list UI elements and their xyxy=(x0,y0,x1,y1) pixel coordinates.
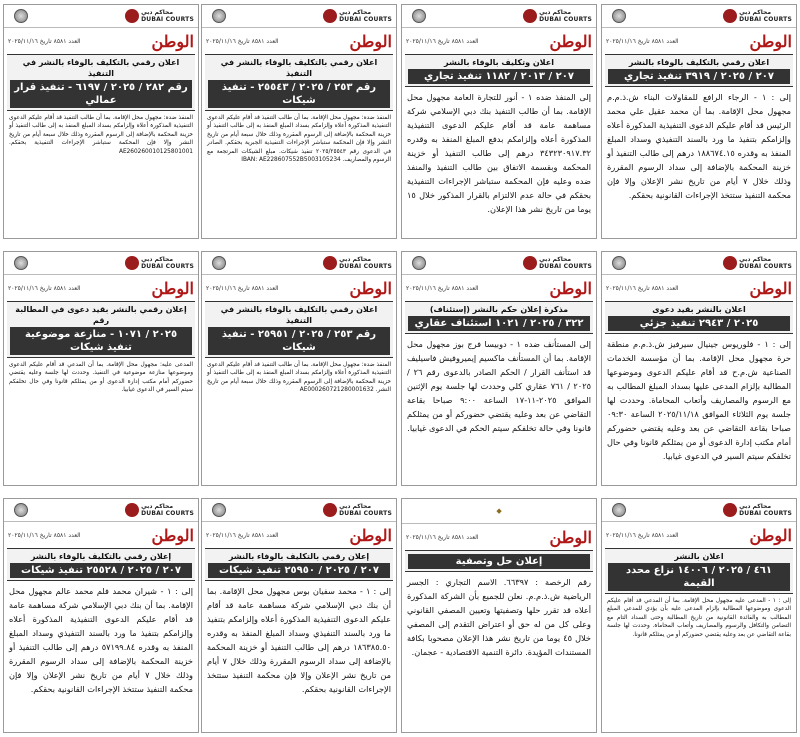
government-emblem-icon xyxy=(606,502,632,518)
court-mark-icon xyxy=(125,9,139,23)
newspaper-masthead xyxy=(202,522,396,548)
case-number: ٢٠٧ / ٢٠٢٥ / ٢٥٥٢٨ تنفيذ شيكات xyxy=(10,563,192,578)
dubai-courts-logo xyxy=(323,256,392,270)
notice-header xyxy=(602,5,796,28)
issue-meta: العدد ٨٥٨١ تاريخ ٢٠٢٥/١١/١٦ xyxy=(8,284,81,292)
court-name-ar: محاكم دبي xyxy=(141,256,174,263)
dubai-courts-logo xyxy=(523,9,592,23)
notice-title-box xyxy=(7,548,195,581)
notice-header xyxy=(202,5,396,28)
newspaper-name: الوطن xyxy=(749,31,792,51)
newspaper-name: الوطن xyxy=(549,278,592,298)
dubai-courts-logo xyxy=(323,9,392,23)
court-mark-icon xyxy=(723,9,737,23)
court-name-ar: محاكم دبي xyxy=(339,503,372,510)
court-notice xyxy=(3,498,199,733)
newspaper-masthead xyxy=(4,28,198,54)
notice-body: إلى : ١ - المدعى عليه مجهول محل الإقامة. بما أن المدعي قد أقام عليكم الدعوى وموضوعها المطالبة بإلزام المدعى عليه بأن يؤدي للمدعي المبلغ المطالب به والفائدة القانونية من تاريخ المطالبة وحتى السداد التام مع التضامن والتكافل والرسوم والمصاريف وأتعاب المحاماة. وحددت لها جلسة بقاعة التقاضي عن بعد وعليه يقتضي حضوركم أو من يمثلكم قانونا. xyxy=(607,598,791,638)
newspaper-masthead xyxy=(4,275,198,301)
court-mark-icon xyxy=(323,256,337,270)
newspaper-masthead xyxy=(402,524,596,550)
notice-header xyxy=(602,252,796,275)
notice-title-box xyxy=(605,301,793,334)
authority-logo xyxy=(402,499,596,524)
court-name-en: DUBAI COURTS xyxy=(339,510,392,517)
newspaper-masthead xyxy=(202,275,396,301)
issue-meta: العدد ٨٥٨١ تاريخ ٢٠٢٥/١١/١٦ xyxy=(206,284,279,292)
notice-title: اعلان بالنشر xyxy=(674,552,724,561)
notice-header xyxy=(202,499,396,522)
issue-meta: العدد ٨٥٨١ تاريخ ٢٠٢٥/١١/١٦ xyxy=(606,284,679,292)
court-name-ar: محاكم دبي xyxy=(339,256,372,263)
court-name-en: DUBAI COURTS xyxy=(739,263,792,270)
case-number: ٢٠٧ / ٢٠١٣ / ١١٨٢ تنفيذ تجاري xyxy=(408,69,590,84)
dubai-courts-logo xyxy=(125,9,194,23)
court-name-ar: محاكم دبي xyxy=(539,256,572,263)
notice-title-box xyxy=(205,548,393,581)
notice-body: المنفذ ضده: مجهول محل الإقامة. بما أن طالب التنفيذ قد أقام عليكم الدعوى التنفيذية المذكورة أعلاه وإلزامكم بسداد المبلغ المنفذ به إلى طالب التنفيذ أو خزينة المحكمة بالإضافة إلى الرسوم المقررة وذلك خلال سبعة أيام من تاريخ النشر وإلا فإن المحكمة ستباشر الإجراءات التنفيذية بحقكم. AE260260010125801001 xyxy=(9,115,193,155)
issue-meta: العدد ٨٥٨١ تاريخ ٢٠٢٥/١١/١٦ xyxy=(206,531,279,539)
case-number: ٣٢٢ / ٢٠٢٥ / ١٠٢١ استئناف عقاري xyxy=(408,316,590,331)
court-mark-icon xyxy=(523,9,537,23)
court-name-en: DUBAI COURTS xyxy=(141,263,194,270)
government-emblem-icon xyxy=(406,8,432,24)
newspaper-name: الوطن xyxy=(749,525,792,545)
dubai-courts-logo xyxy=(723,9,792,23)
case-number: ٢٠٧ / ٢٠٢٥ / ٢٥٩٥٠ تنفيذ شيكات xyxy=(208,563,390,578)
court-name-en: DUBAI COURTS xyxy=(141,510,194,517)
court-notice xyxy=(401,4,597,239)
court-name-ar: محاكم دبي xyxy=(739,9,772,16)
court-notice xyxy=(201,251,397,486)
issue-meta: العدد ٨٥٨١ تاريخ ٢٠٢٥/١١/١٦ xyxy=(406,37,479,45)
dubai-courts-logo xyxy=(323,503,392,517)
notice-title: إعلان رقمي بالنشر بقيد دعوى في المطالبة رقم xyxy=(15,305,187,325)
notice-body: إلى : ١ - الرجاء الرافع للمقاولات البناء ش.ذ.م.م مجهول محل الإقامة. بما أن محمد عقيل علي محمد الرئيس قد أقام عليكم الدعوى التنفيذية المذكورة أعلاه وإلزامكم بتنفيذ ما ورد بالسند التنفيذي وسداد المبلغ المنفذ به وقدره ١٨٨٦٧٤.١٥ درهم إلى طالب التنفيذ أو خزينة المحكمة بالإضافة إلى سداد الرسوم المقررة وذلك خلال ٧ أيام من تاريخ نشر الإعلان وإلا فإن محكمة التنفيذ ستتخذ الإجراءات القانونية بحقكم. xyxy=(607,92,791,200)
newspaper-masthead xyxy=(602,275,796,301)
dubai-courts-logo xyxy=(523,256,592,270)
court-mark-icon xyxy=(723,503,737,517)
notice-body: إلى : ١ - شيران محمد فلم محمد عالم مجهول محل الإقامة. بما أن بنك دبي الإسلامي شركة مساهمة عامة قد أقام عليكم الدعوى التنفيذية المذكورة أعلاه وإلزامكم بتنفيذ ما ورد بالسند التنفيذي وسداد المبلغ المنفذ به وقدره ٥٧١٩٩.٨٤ درهم إلى طالب التنفيذ أو خزينة المحكمة بالإضافة إلى سداد الرسوم المقررة وذلك خلال ٧ أيام من تاريخ نشر الإعلان وإلا فإن محكمة التنفيذ ستتخذ الإجراءات القانونية بحقكم. xyxy=(9,586,193,694)
court-name-ar: محاكم دبي xyxy=(141,503,174,510)
newspaper-masthead xyxy=(602,522,796,548)
notice-header xyxy=(402,5,596,28)
court-mark-icon xyxy=(125,503,139,517)
case-number: ٢٠٢٥ / ١٠٧١ - منازعة موضوعية تنفيذ شيكات xyxy=(10,327,192,355)
case-number: رقم ٢٥٣ / ٢٠٢٥ / ٢٥٩٥١ - تنفيذ شيكات xyxy=(208,327,390,355)
notice-title: إعلان رقمي بالتكليف بالوفاء بالنشر xyxy=(30,552,172,561)
court-mark-icon xyxy=(723,256,737,270)
dubai-courts-logo xyxy=(125,256,194,270)
newspaper-masthead xyxy=(402,28,596,54)
issue-meta: العدد ٨٥٨١ تاريخ ٢٠٢٥/١١/١٦ xyxy=(8,37,81,45)
court-name-ar: محاكم دبي xyxy=(141,9,174,16)
notice-body: رقم الرخصة : ٦٦٣٩٧. الاسم التجاري : الجسر الرياضية ش.ذ.م.م. نعلن للجميع بأن الشركة المذكورة أعلاه قد تقرر حلها وتصفيتها وتعيين المصفي القانوني وعلى كل من له حق أو اعتراض التقدم إلى المصفي خلال ٤٥ يوما من تاريخ نشر هذا الإعلان مصحوبا بكافة المستندات المؤيدة. دائرة التنمية الاقتصادية - عجمان. xyxy=(407,577,591,657)
notice-body: إلى : ١ - محمد سفيان بوس مجهول محل الإقامة. بما أن بنك دبي الإسلامي شركة مساهمة عامة قد أقام عليكم الدعوى التنفيذية المذكورة أعلاه وإلزامكم بتنفيذ ما ورد بالسند التنفيذي وسداد المبلغ المنفذ به وقدره ١٨٦٣٨٥.٥٠ درهم إلى طالب التنفيذ أو خزينة المحكمة بالإضافة إلى سداد الرسوم المقررة وذلك خلال ٧ أيام من تاريخ نشر الإعلان وإلا فإن محكمة التنفيذ ستتخذ الإجراءات القانونية بحقكم. xyxy=(207,586,391,694)
notice-title-box xyxy=(405,550,593,572)
issue-meta: العدد ٨٥٨١ تاريخ ٢٠٢٥/١١/١٦ xyxy=(406,284,479,292)
dubai-courts-logo xyxy=(723,256,792,270)
case-number: رقم ٢٨٢ / ٢٠٢٥ / ٦١٩٧ - تنفيذ قرار عمالي xyxy=(10,80,192,108)
notice-title-box xyxy=(405,54,593,87)
court-notice xyxy=(3,251,199,486)
dubai-courts-logo xyxy=(723,503,792,517)
notice-title-box xyxy=(605,548,793,594)
newspaper-name: الوطن xyxy=(549,31,592,51)
issue-meta: العدد ٨٥٨١ تاريخ ٢٠٢٥/١١/١٦ xyxy=(8,531,81,539)
court-name-en: DUBAI COURTS xyxy=(141,16,194,23)
newspaper-name: الوطن xyxy=(549,527,592,547)
notice-header xyxy=(4,5,198,28)
issue-meta: العدد ٨٥٨١ تاريخ ٢٠٢٥/١١/١٦ xyxy=(606,531,679,539)
court-notice xyxy=(201,498,397,733)
government-emblem-icon xyxy=(8,8,34,24)
notice-title: إعلان رقمي بالتكليف بالوفاء بالنشر xyxy=(228,552,370,561)
newspaper-masthead xyxy=(4,522,198,548)
court-name-ar: محاكم دبي xyxy=(339,9,372,16)
newspaper-masthead xyxy=(602,28,796,54)
case-number: رقم ٢٥٣ / ٢٠٢٥ / ٢٥٥٤٣ - تنفيذ شيكات xyxy=(208,80,390,108)
notice-title-box xyxy=(205,54,393,111)
notice-header xyxy=(4,252,198,275)
newspaper-name: الوطن xyxy=(749,278,792,298)
court-notice xyxy=(601,498,797,733)
case-number: ٢٠٧ / ٢٠٢٥ / ٣٩١٩ تنفيذ تجاري xyxy=(608,69,790,84)
notice-title-box xyxy=(7,301,195,358)
court-name-ar: محاكم دبي xyxy=(539,9,572,16)
notice-body: المدعى عليه: مجهول محل الإقامة. بما أن المدعي قد أقام عليكم الدعوى وموضوعها منازعة موضوعية في التنفيذ. وحددت لها جلسة وعليه يقتضي حضوركم أمام مكتب إدارة الدعوى أو من يمثلكم قانونا وفي حال تخلفكم سيتم السير في الدعوى غيابيا. xyxy=(9,362,193,394)
notice-header xyxy=(4,499,198,522)
notice-body: إلى المستأنف ضده ١ - دوبيسا فرج بوز مجهول محل الإقامة. بما أن المستأنف ماكسيم إيميروفيش فاسيليف قد استأنف القرار / الحكم الصادر بالدعوى رقم ٢٦ / ٢٠٢٥ / ٧٦١ عقاري كلي وحددت لها جلسة يوم الإثنين الموافق ٢٠٢٥-١١-١٧ الساعة ٩:٠٠ صباحا بقاعة التقاضي عن بعد وعليه يقتضي حضوركم أو من يمثلكم قانونا وفي حالة تخلفكم سيتم الحكم في الدعوى غيابيا. xyxy=(407,339,591,433)
notice-title: اعلان رقمي بالتكليف بالوفاء بالنشر في التنفيذ xyxy=(220,305,378,325)
court-mark-icon xyxy=(125,256,139,270)
newspaper-name: الوطن xyxy=(151,525,194,545)
court-mark-icon xyxy=(523,256,537,270)
notice-title-box xyxy=(7,54,195,111)
government-emblem-icon xyxy=(206,8,232,24)
court-mark-icon xyxy=(323,9,337,23)
court-notice xyxy=(401,498,597,733)
government-emblem-icon xyxy=(206,255,232,271)
case-number: إعلان حل وتصفية xyxy=(408,554,590,569)
newspaper-name: الوطن xyxy=(349,525,392,545)
notice-title: اعلان رقمي بالتكليف بالوفاء بالنشر xyxy=(628,58,770,67)
case-number: ٤٦١ / ٢٠٢٥ / ١٤٠٠٦ نزاع محدد القيمة xyxy=(608,563,790,591)
notice-title: مذكرة إعلان حكم بالنشر (إستئناف) xyxy=(429,305,569,314)
court-notice xyxy=(3,4,199,239)
government-emblem-icon xyxy=(406,255,432,271)
newspaper-masthead xyxy=(402,275,596,301)
court-name-en: DUBAI COURTS xyxy=(339,263,392,270)
court-name-ar: محاكم دبي xyxy=(739,503,772,510)
notice-title-box xyxy=(405,301,593,334)
court-name-en: DUBAI COURTS xyxy=(739,510,792,517)
court-notice xyxy=(601,4,797,239)
newspaper-name: الوطن xyxy=(349,278,392,298)
government-emblem-icon xyxy=(606,255,632,271)
court-name-en: DUBAI COURTS xyxy=(739,16,792,23)
notice-header xyxy=(202,252,396,275)
notice-body: إلى : ١ - فلوريوس جينيال سيرفيز ش.ذ.م.م منطقة حرة مجهول محل الإقامة. بما أن مؤسسة الخدمات الصناعية ش.م.ح قد أقام عليكم الدعوى وموضوعها المطالبة بإلزام المدعى عليها بسداد المبلغ المطالب به مع الرسوم والمصاريف وأتعاب المحاماة. وحددت لها جلسة يوم الثلاثاء الموافق ٢٠٢٥/١١/١٨ الساعة ٠٩:٣٠ صباحا بقاعة التقاضي عن بعد وعليه يقتضي حضوركم أمام مكتب إدارة الدعوى أو من يمثلكم قانونا وفي حال تخلفكم سيتم السير في الدعوى غيابيا. xyxy=(607,339,791,461)
newspaper-name: الوطن xyxy=(349,31,392,51)
issue-meta: العدد ٨٥٨١ تاريخ ٢٠٢٥/١١/١٦ xyxy=(206,37,279,45)
newspaper-name: الوطن xyxy=(151,278,194,298)
court-name-en: DUBAI COURTS xyxy=(539,16,592,23)
government-emblem-icon xyxy=(606,8,632,24)
case-number: ٢٠٢٥ / ٢٩٤٣ تنفيذ جزئي xyxy=(608,316,790,331)
notice-body: المنفذ ضده: مجهول محل الإقامة. بما أن طالب التنفيذ قد أقام عليكم الدعوى التنفيذية المذكورة أعلاه وإلزامكم بسداد المبلغ المنفذ به إلى طالب التنفيذ أو خزينة المحكمة بالإضافة إلى الرسوم المقررة وذلك خلال سبعة أيام من تاريخ النشر وإلا فإن المحكمة ستباشر الإجراءات التنفيذية الجبرية بحقكم. الصادر في الدعوى رقم ٢٠٢٥/٢٥٥٤٣ تنفيذ شيكات. مبلغ الشيكات المرتجعة مع الرسوم والمصاريف. IBAN: AE228607552B5003105234 xyxy=(207,115,391,164)
newspaper-name: الوطن xyxy=(151,31,194,51)
notice-title: اعلان رقمي بالتكليف بالوفاء بالنشر في التنفيذ xyxy=(220,58,378,78)
government-emblem-icon xyxy=(8,502,34,518)
notice-title-box xyxy=(205,301,393,358)
court-name-en: DUBAI COURTS xyxy=(339,16,392,23)
authority-logo-icon: ◆ xyxy=(496,507,502,515)
issue-meta: العدد ٨٥٨١ تاريخ ٢٠٢٥/١١/١٦ xyxy=(406,533,479,541)
notice-title: اعلان رقمي بالتكليف بالوفاء بالنشر في التنفيذ xyxy=(22,58,180,78)
notice-title: اعلان بالنشر بقيد دعوى xyxy=(652,305,746,314)
notice-body: إلى المنفذ ضده ١ - أنور للتجارة العامة مجهول محل الإقامة. بما أن طالب التنفيذ بنك دبي الإسلامي شركة مساهمة عامة قد أقام عليكم الدعوى التنفيذية المذكورة أعلاه وإلزامكم بدفع المبلغ المنفذ به وقدره ٣٤٣٢٣٠٩١٧.٣٢ درهم إلى طالب التنفيذ أو خزينة المحكمة وبقسمة الاتفاق بين طالب التنفيذ والمنفذ ضده وعليه فإن المحكمة ستباشر الإجراءات التنفيذية بحقكم في حالة عدم الالتزام بالقرار المذكور خلال ١٥ يوما من تاريخ نشر هذا الإعلان. xyxy=(407,92,591,214)
notice-header xyxy=(402,252,596,275)
notice-title: اعلان وتكليف بالوفاء بالنشر xyxy=(444,58,554,67)
court-notice xyxy=(201,4,397,239)
notice-header xyxy=(602,499,796,522)
court-mark-icon xyxy=(323,503,337,517)
dubai-courts-logo xyxy=(125,503,194,517)
notice-title-box xyxy=(605,54,793,87)
notice-body: المنفذ ضده: مجهول محل الإقامة. بما أن طالب التنفيذ قد أقام عليكم الدعوى التنفيذية المذكورة أعلاه وإلزامكم بسداد المبلغ المنفذ به إلى طالب التنفيذ أو خزينة المحكمة بالإضافة إلى الرسوم المقررة وذلك خلال سبعة أيام من تاريخ النشر. AE000260721280001632 xyxy=(207,362,391,394)
issue-meta: العدد ٨٥٨١ تاريخ ٢٠٢٥/١١/١٦ xyxy=(606,37,679,45)
government-emblem-icon xyxy=(8,255,34,271)
court-name-en: DUBAI COURTS xyxy=(539,263,592,270)
court-name-ar: محاكم دبي xyxy=(739,256,772,263)
government-emblem-icon xyxy=(206,502,232,518)
court-notice xyxy=(401,251,597,486)
newspaper-masthead xyxy=(202,28,396,54)
court-notice xyxy=(601,251,797,486)
